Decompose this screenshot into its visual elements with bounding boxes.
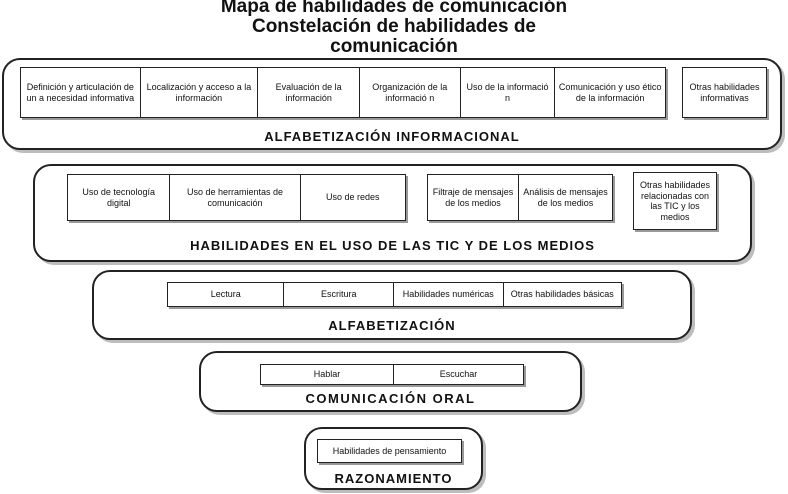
level-label-razonamiento: RAZONAMIENTO: [334, 471, 453, 486]
skill-habilidades-numericas: Habilidades numéricas: [394, 283, 504, 306]
level-habilidades-tic-medios: [33, 164, 752, 262]
skill-otras-informativas: Otras habilidades informativas: [682, 67, 767, 118]
skill-uso-herramientas-comunicacion: Uso de herramientas de comunicación: [170, 175, 300, 220]
skill-organizacion-informacion: Organización de la informació n: [360, 68, 461, 117]
skill-comunicacion-uso-etico: Comunicación y uso ético de la información: [558, 82, 662, 103]
skill-uso-tecnologia-digital: Uso de tecnología digital: [68, 175, 170, 220]
diagram-title-line-1: Mapa de habilidades de comunicación: [220, 0, 568, 17]
informacional-skills-row: [20, 67, 666, 118]
skill-analisis-mensajes: Análisis de mensajes de los medios: [523, 187, 608, 208]
skill-otras-basicas: Otras habilidades básicas: [510, 289, 614, 300]
media-skills-row: [427, 174, 613, 221]
level-label-habilidades-tic-medios: HABILIDADES EN EL USO DE LAS TIC Y DE LOS MEDIOS: [190, 238, 595, 253]
skill-definicion-necesidad: Definición y articulación de un a necesidad informativa: [21, 68, 141, 117]
skill-uso-redes: Uso de redes: [326, 192, 380, 203]
level-comunicacion-oral: [199, 351, 582, 412]
skill-hablar: Hablar: [261, 365, 394, 384]
skill-lectura: Lectura: [168, 283, 284, 306]
skill-escritura: Escritura: [284, 283, 394, 306]
level-label-alfabetizacion: ALFABETIZACIÓN: [328, 318, 456, 333]
skill-escuchar: Escuchar: [439, 369, 478, 380]
level-label-alfabetizacion-informacional: ALFABETIZACIÓN INFORMACIONAL: [264, 129, 520, 144]
alfabetizacion-skills-row: [167, 282, 622, 307]
skill-filtraje-mensajes: Filtraje de mensajes de los medios: [428, 175, 519, 220]
tic-skills-row: [67, 174, 406, 221]
level-razonamiento: [304, 427, 483, 490]
level-alfabetizacion-informacional: [2, 58, 782, 150]
skill-uso-informacion: Uso de la informació n: [461, 68, 556, 117]
level-alfabetizacion: [92, 270, 692, 340]
diagram-title-line-3: comunicación: [330, 36, 458, 57]
skill-evaluacion-informacion: Evaluación de la información: [258, 68, 360, 117]
diagram-title-line-2: Constelación de habilidades de: [251, 16, 536, 37]
skill-otras-tic-medios: Otras habilidades relacionadas con las TIC y los medios: [633, 172, 717, 230]
skill-localizacion-acceso: Localización y acceso a la información: [141, 68, 259, 117]
skill-habilidades-pensamiento: Habilidades de pensamiento: [317, 439, 462, 463]
oral-skills-row: [260, 364, 524, 385]
level-label-comunicacion-oral: COMUNICACIÓN ORAL: [305, 391, 476, 406]
